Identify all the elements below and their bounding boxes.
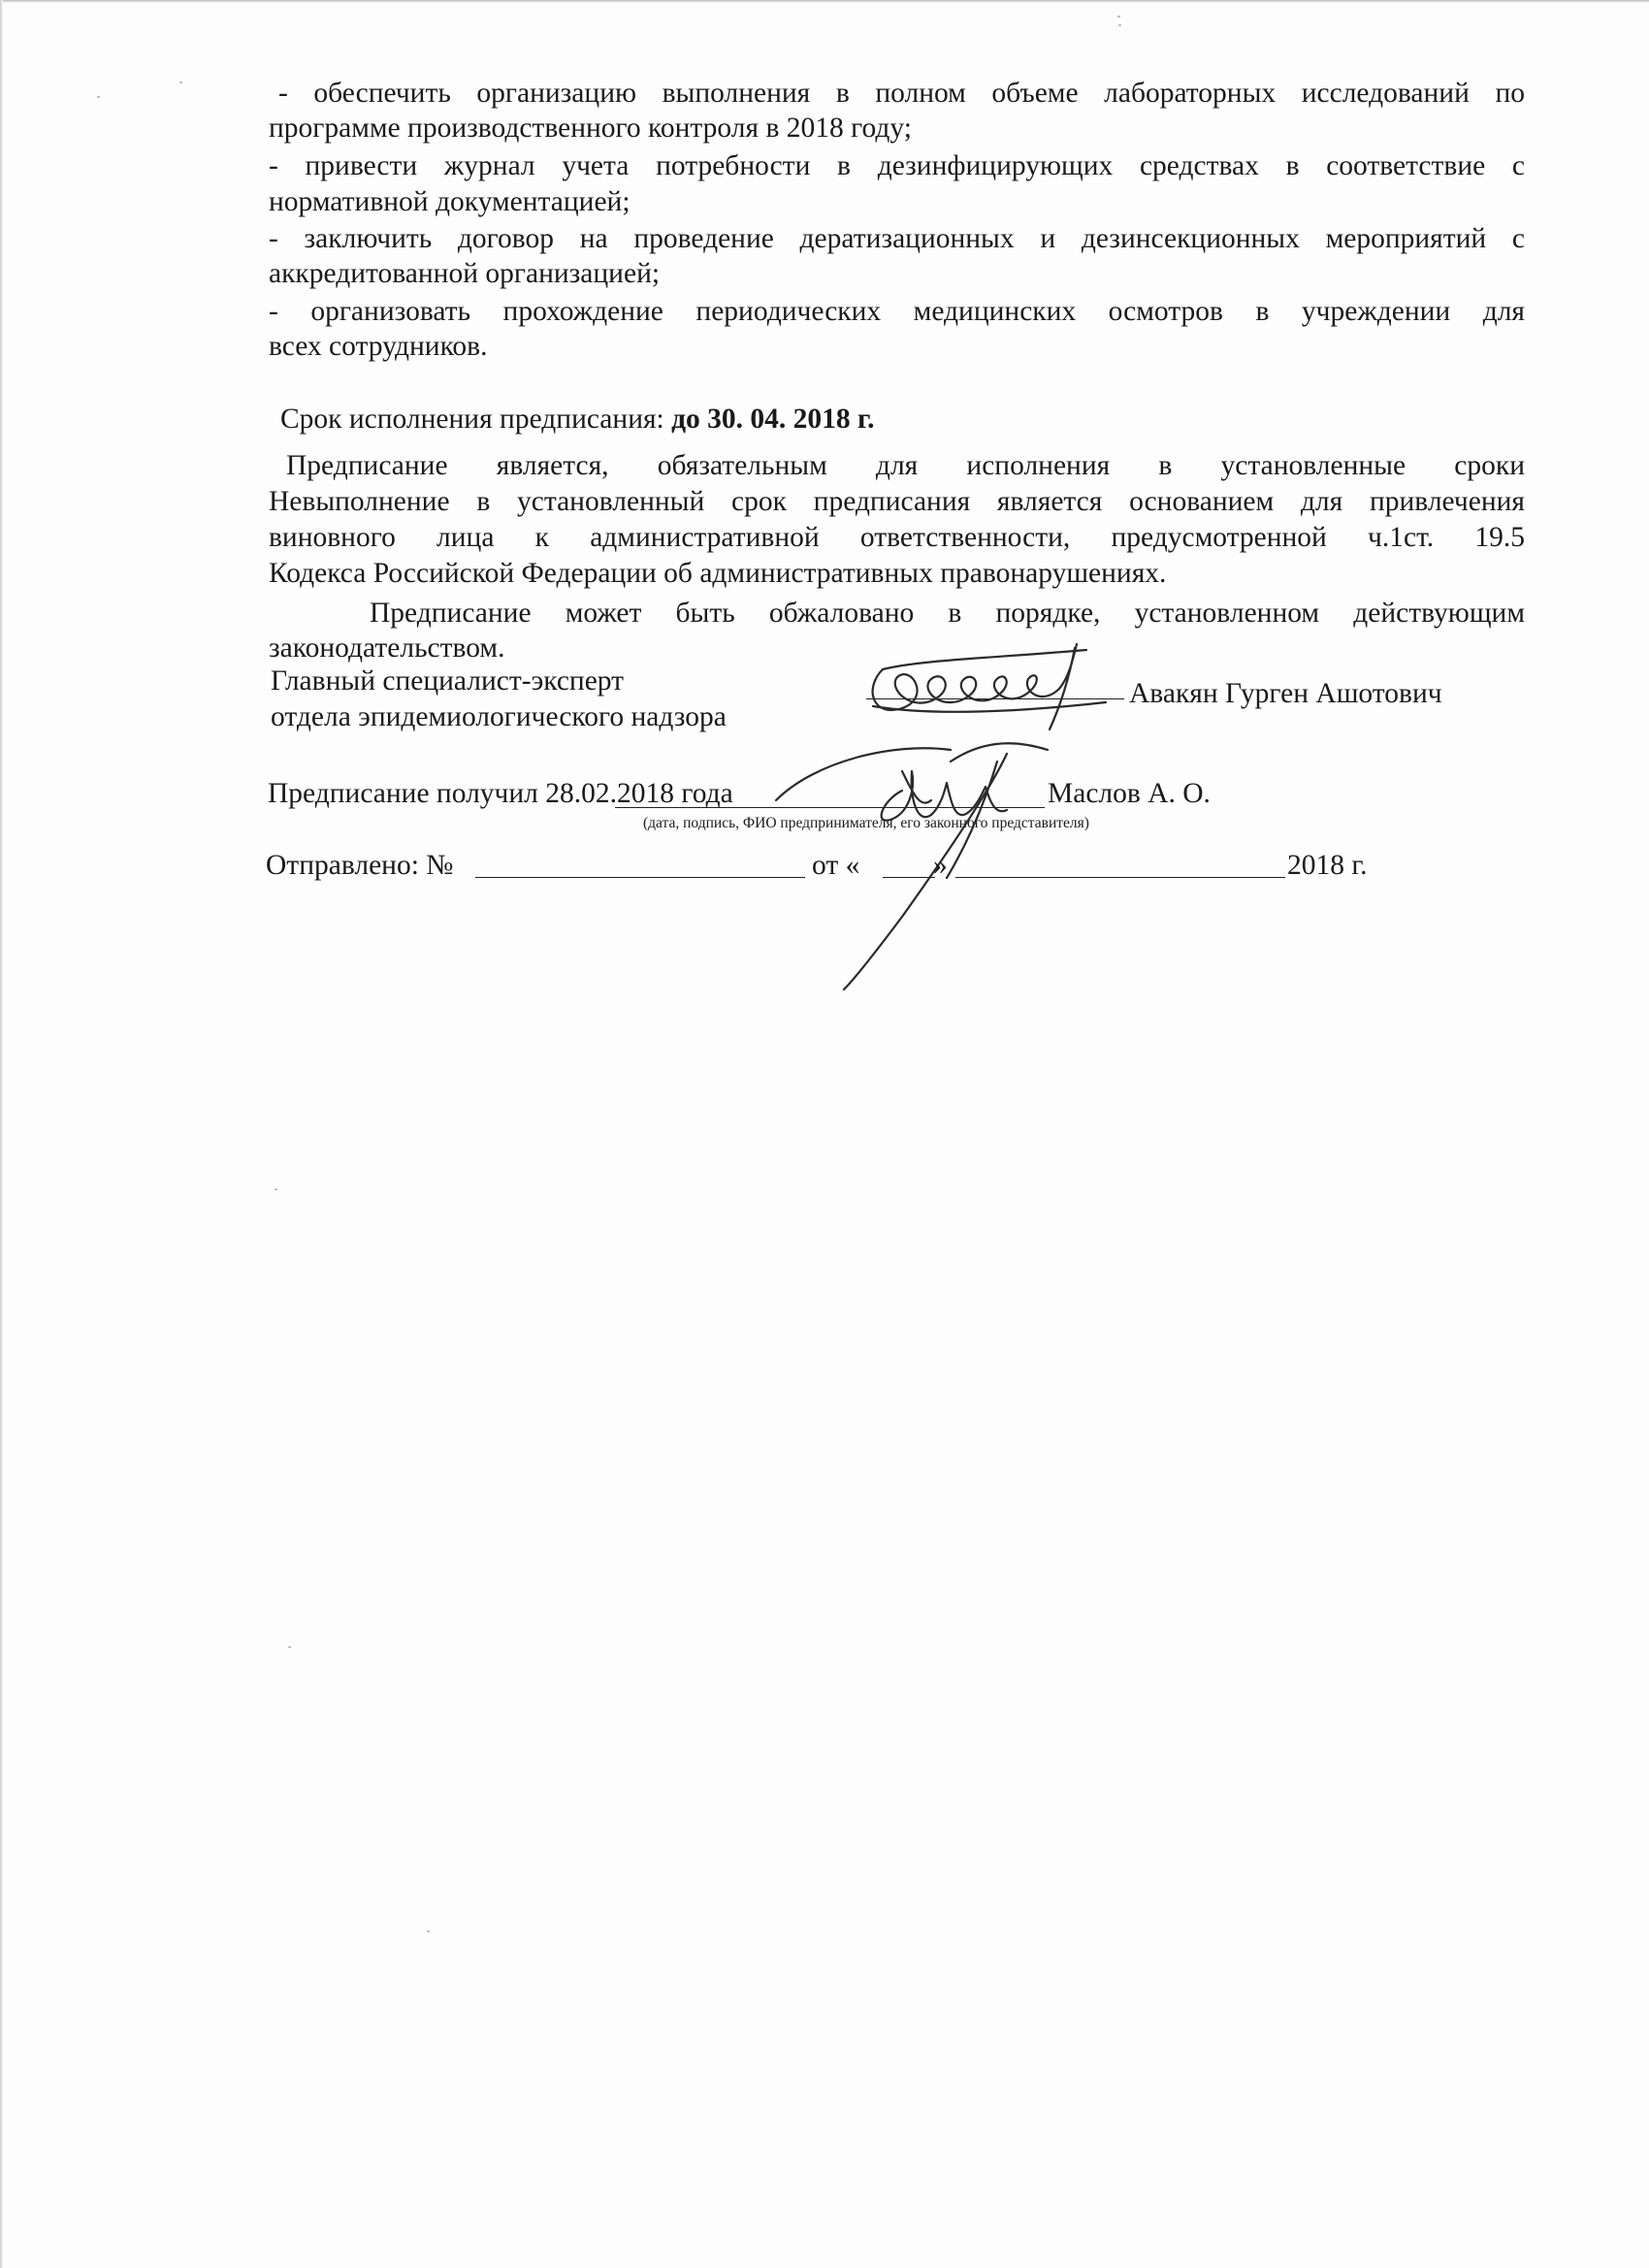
sent-number-line — [475, 877, 805, 878]
sent-from-label: от « — [812, 850, 860, 881]
requirement-4-line-1: - организовать прохождение периодических медицинских осмотров в учреждении для — [269, 296, 1525, 327]
deadline-label: Срок исполнения предписания: — [280, 404, 672, 435]
scan-edge-left — [0, 0, 3, 2268]
appeal-line-1: Предписание может быть обжаловано в порядке, установленном действующим — [370, 598, 1525, 629]
scan-speck — [1117, 16, 1120, 17]
scan-speck — [179, 81, 182, 83]
scan-speck — [427, 1930, 430, 1932]
sent-close-quote: » — [933, 850, 948, 881]
scan-speck — [275, 1188, 277, 1190]
appeal-line-2: законодательством. — [269, 632, 505, 664]
deadline-value: до 30. 04. 2018 г. — [671, 404, 875, 435]
recipient-signature — [757, 732, 1077, 994]
obligation-line-1: Предписание является, обязательным для исполнения в установленные сроки — [286, 450, 1525, 481]
signatory-signature — [844, 631, 1135, 737]
sent-month-line — [955, 877, 1285, 878]
sent-day-line — [883, 877, 935, 878]
requirement-4-line-2: всех сотрудников. — [269, 331, 488, 362]
signatory-position-line-2: отдела эпидемиологического надзора — [271, 701, 727, 732]
sent-year: 2018 г. — [1287, 850, 1368, 881]
requirement-2-line-1: - привести журнал учета потребности в дезинфицирующих средствах в соответствие с — [269, 150, 1525, 181]
obligation-line-3: виновного лица к административной ответственности, предусмотренной ч.1ст. 19.5 — [269, 522, 1525, 553]
scan-speck — [288, 1646, 291, 1648]
signatory-position-line-1: Главный специалист-эксперт — [271, 665, 625, 697]
scan-speck — [1118, 24, 1121, 26]
deadline-line — [280, 402, 875, 437]
receipt-caption: (дата, подпись, ФИО предпринимателя, его законного представителя) — [643, 815, 1089, 831]
receipt-prefix: Предписание получил 28.02.2018 года — [268, 778, 733, 809]
sent-label: Отправлено: № — [266, 850, 454, 881]
obligation-line-2: Невыполнение в установленный срок предписания является основанием для привлечения — [269, 486, 1525, 517]
requirement-3-line-1: - заключить договор на проведение дератизационных и дезинсекционных мероприятий с — [269, 223, 1525, 254]
requirement-1-line-1: - обеспечить организацию выполнения в полном объеме лабораторных исследований по — [278, 78, 1525, 109]
requirement-3-line-2: аккредитованной организацией; — [269, 258, 661, 289]
receipt-name: Маслов А. О. — [1048, 778, 1211, 809]
obligation-line-4: Кодекса Российской Федерации об административных правонарушениях. — [269, 558, 1167, 589]
scan-edge-top — [0, 0, 1649, 3]
scan-speck — [97, 96, 100, 98]
requirement-1-line-2: программе производственного контроля в 2018 году; — [269, 113, 912, 144]
requirement-2-line-2: нормативной документацией; — [269, 186, 630, 217]
signatory-name: Авакян Гурген Ашотович — [1129, 678, 1442, 709]
